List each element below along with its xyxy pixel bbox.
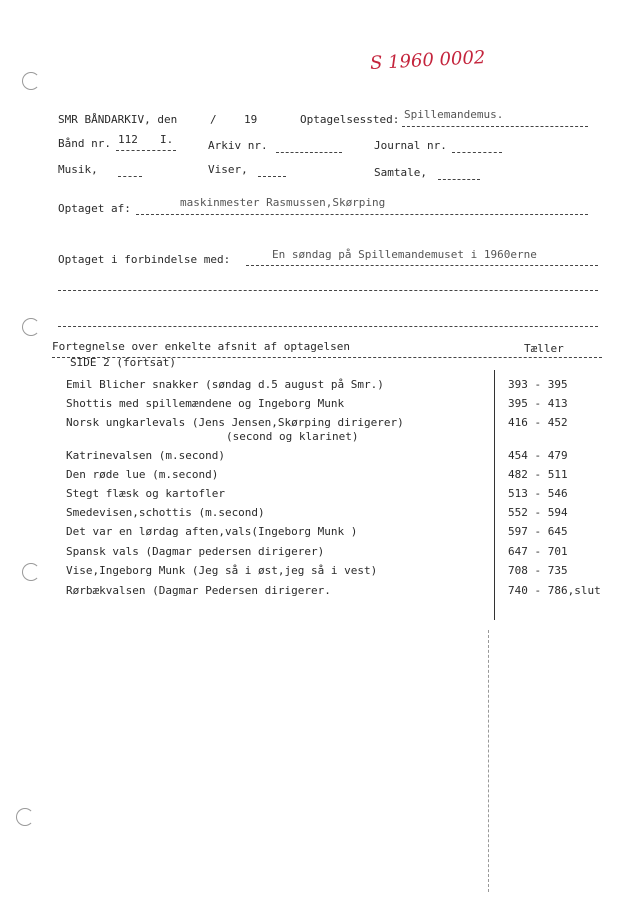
year-label: 19 xyxy=(244,113,258,126)
samtale-label: Samtale, xyxy=(374,166,427,179)
journal-underline xyxy=(452,152,502,153)
list-item-counter: 740 - 786,slut xyxy=(508,584,601,597)
location-underline xyxy=(402,126,588,127)
list-item-title: Norsk ungkarlevals (Jens Jensen,Skørping dirigerer) xyxy=(66,416,404,429)
list-item-title: Smedevisen,schottis (m.second) xyxy=(66,506,265,519)
list-item-counter: 513 - 546 xyxy=(508,487,568,500)
archive-label: SMR BÅNDARKIV, den xyxy=(58,113,178,126)
context-value: En søndag på Spillemandemuset i 1960erne xyxy=(272,248,537,261)
recorded-by-underline xyxy=(136,214,588,215)
side-label: SIDE 2 (fortsat) xyxy=(70,356,176,369)
list-item-counter: 482 - 511 xyxy=(508,468,568,481)
journal-label: Journal nr. xyxy=(374,139,447,152)
list-item-title: Den røde lue (m.second) xyxy=(66,468,219,481)
archive-number: S 1960 0002 xyxy=(369,46,486,75)
list-item-title: Rørbækvalsen (Dagmar Pedersen dirigerer. xyxy=(66,584,331,597)
tape-value: 112 xyxy=(118,133,138,146)
location-label: Optagelsessted: xyxy=(300,113,400,126)
punch-hole-upper xyxy=(22,318,40,336)
punch-hole-top xyxy=(22,72,40,90)
punch-hole-lower xyxy=(22,563,40,581)
arkiv-underline xyxy=(276,152,342,153)
context-line-2 xyxy=(58,290,598,291)
date-slash: / xyxy=(210,113,217,126)
column-separator xyxy=(494,370,495,620)
location-value: Spillemandemus. xyxy=(404,108,504,121)
counter-heading: Tæller xyxy=(524,342,564,355)
list-item-title: Det var en lørdag aften,vals(Ingeborg Munk ) xyxy=(66,525,358,538)
samtale-underline xyxy=(438,179,480,180)
arkiv-label: Arkiv nr. xyxy=(208,139,268,152)
musik-underline xyxy=(118,176,142,177)
list-item-title: Vise,Ingeborg Munk (Jeg så i øst,jeg så i vest) xyxy=(66,564,378,577)
list-item-counter: 597 - 645 xyxy=(508,525,568,538)
list-item-counter: 416 - 452 xyxy=(508,416,568,429)
recorded-by-value: maskinmester Rasmussen,Skørping xyxy=(180,196,386,209)
viser-underline xyxy=(258,176,286,177)
list-item-title: Katrinevalsen (m.second) xyxy=(66,449,225,462)
list-item-counter: 393 - 395 xyxy=(508,378,568,391)
context-label: Optaget i forbindelse med: xyxy=(58,253,231,266)
musik-label: Musik, xyxy=(58,163,98,176)
tape-underline xyxy=(116,150,176,151)
context-line-3 xyxy=(58,326,598,327)
list-item-title: Emil Blicher snakker (søndag d.5 august på Smr.) xyxy=(66,378,384,391)
list-item-title: Stegt flæsk og kartofler xyxy=(66,487,225,500)
list-item-counter: 454 - 479 xyxy=(508,449,568,462)
context-underline xyxy=(246,265,598,266)
list-item-counter: 395 - 413 xyxy=(508,397,568,410)
list-item-title: Spansk vals (Dagmar pedersen dirigerer) xyxy=(66,545,325,558)
viser-label: Viser, xyxy=(208,163,248,176)
list-item-counter: 708 - 735 xyxy=(508,564,568,577)
listing-heading: Fortegnelse over enkelte afsnit af optagelsen xyxy=(52,340,351,353)
list-item-counter: 552 - 594 xyxy=(508,506,568,519)
recorded-by-label: Optaget af: xyxy=(58,202,131,215)
list-item-title: Shottis med spillemændene og Ingeborg Munk xyxy=(66,397,345,410)
column-separator-faint xyxy=(488,630,489,892)
list-item-counter: 647 - 701 xyxy=(508,545,568,558)
tape-label: Bånd nr. xyxy=(58,137,111,150)
list-item-title-continued: (second og klarinet) xyxy=(226,430,359,443)
punch-hole-bottom xyxy=(16,808,34,826)
tape-roman: I. xyxy=(160,133,174,146)
